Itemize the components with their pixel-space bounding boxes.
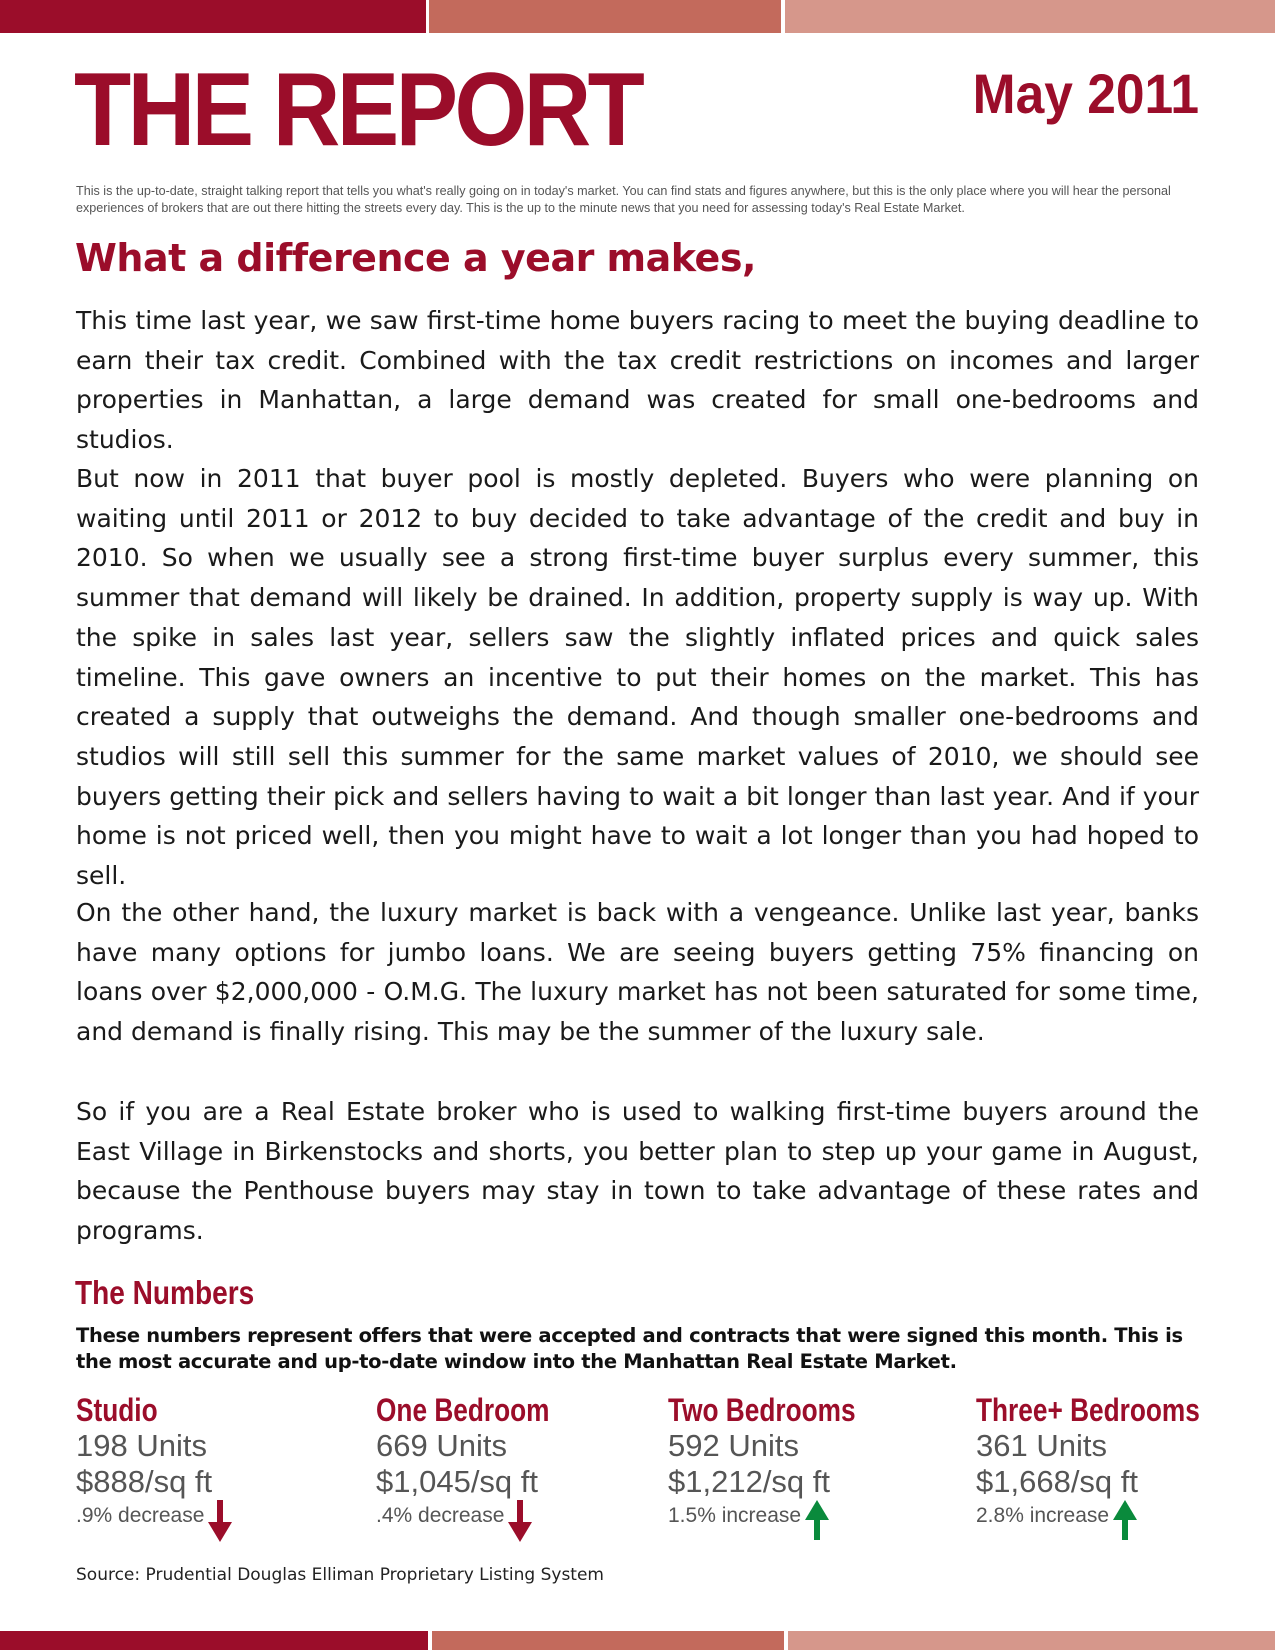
stat-units: 592 Units xyxy=(668,1428,799,1463)
stat-change: .9% decrease xyxy=(76,1504,205,1527)
intro-text: This is the up-to-date, straight talking report that tells you what's really going on in today's market. You can find stats and figures anywhere, but this is the only place where you will hear the personal experiences of brokers that are out there hitting the streets every day. This is the up to the minute news that you need for assessing today's Real Estate Market. xyxy=(76,184,1171,215)
article-paragraph-3: On the other hand, the luxury market is back with a vengeance. Unlike last year, banks have many options for jumbo loans. We are seeing buyers getting 75% financing on loans over $2,000,000 - O.M.G. The luxury market has not been saturated for some time, and demand is finally rising. This may be the summer of the luxury sale. xyxy=(76,898,1199,1047)
numbers-title: The Numbers xyxy=(75,1274,255,1311)
article-paragraph-1: This time last year, we saw first-time home buyers racing to meet the buying deadline to earn their tax credit. Combined with the tax credit restrictions on incomes and larger properties in Manhattan, a large demand was created for small one-bedrooms and studios. xyxy=(76,306,1199,455)
article-paragraph-4: So if you are a Real Estate broker who is used to walking first-time buyers around the East Village in Birkenstocks and shorts, you better plan to step up your game in August, because the Penthouse buyers may stay in town to take advantage of these rates and programs. xyxy=(76,1097,1199,1246)
bottom-bar-light xyxy=(788,1631,1275,1650)
article-heading: What a difference a year makes, xyxy=(75,236,756,280)
stat-one-bedroom xyxy=(376,1392,588,1542)
arrow-down-icon xyxy=(508,1500,532,1542)
stat-price: $1,668/sq ft xyxy=(976,1464,1139,1499)
top-bar-mid xyxy=(429,0,781,33)
stat-units: 669 Units xyxy=(376,1428,507,1463)
stat-change: 1.5% increase xyxy=(668,1504,802,1527)
stat-label: Two Bedrooms xyxy=(668,1392,856,1428)
top-bar-light xyxy=(785,0,1275,33)
arrow-up-icon xyxy=(1113,1500,1137,1540)
report-date: May 2011 xyxy=(972,62,1199,125)
stat-studio xyxy=(76,1392,232,1542)
stat-three-plus-bedrooms xyxy=(976,1392,1249,1540)
arrow-up-icon xyxy=(805,1500,829,1540)
stat-label: One Bedroom xyxy=(376,1392,550,1428)
top-bar-dark xyxy=(0,0,426,33)
numbers-description: These numbers represent offers that were accepted and contracts that were signed this month. This is the most accurate and up-to-date window into the Manhattan Real Estate Market. xyxy=(76,1324,1183,1373)
arrow-down-icon xyxy=(208,1500,232,1542)
bottom-bar-mid xyxy=(432,1631,784,1650)
stat-price: $1,045/sq ft xyxy=(376,1464,539,1499)
bottom-bar-dark xyxy=(0,1631,428,1650)
stat-two-bedrooms xyxy=(668,1392,897,1540)
stat-change: .4% decrease xyxy=(376,1504,505,1527)
article-paragraph-2: But now in 2011 that buyer pool is mostly depleted. Buyers who were planning on waiting until 2011 or 2012 to buy decided to take advantage of the credit and buy in 2010. So when we usually see a strong first-time buyer surplus every summer, this summer that demand will likely be drained. In addition, property supply is way up. With the spike in sales last year, sellers saw the slightly inflated prices and quick sales timeline. This gave owners an incentive to put their homes on the market. This has created a supply that outweighs the demand. And though smaller one-bedrooms and studios will still sell this summer for the same market values of 2010, we should see buyers getting their pick and sellers having to wait a bit longer than last year. And if your home is not priced well, then you might have to wait a lot longer than you had hoped to sell. xyxy=(76,464,1199,891)
stat-change: 2.8% increase xyxy=(976,1504,1110,1527)
source-note: Source: Prudential Douglas Elliman Proprietary Listing System xyxy=(76,1565,604,1585)
stat-label: Studio xyxy=(76,1392,158,1428)
stat-price: $888/sq ft xyxy=(76,1464,213,1499)
stat-units: 198 Units xyxy=(76,1428,207,1463)
stat-label: Three+ Bedrooms xyxy=(976,1392,1200,1428)
stat-price: $1,212/sq ft xyxy=(668,1464,831,1499)
report-title: THE REPORT xyxy=(74,52,642,168)
stat-units: 361 Units xyxy=(976,1428,1107,1463)
